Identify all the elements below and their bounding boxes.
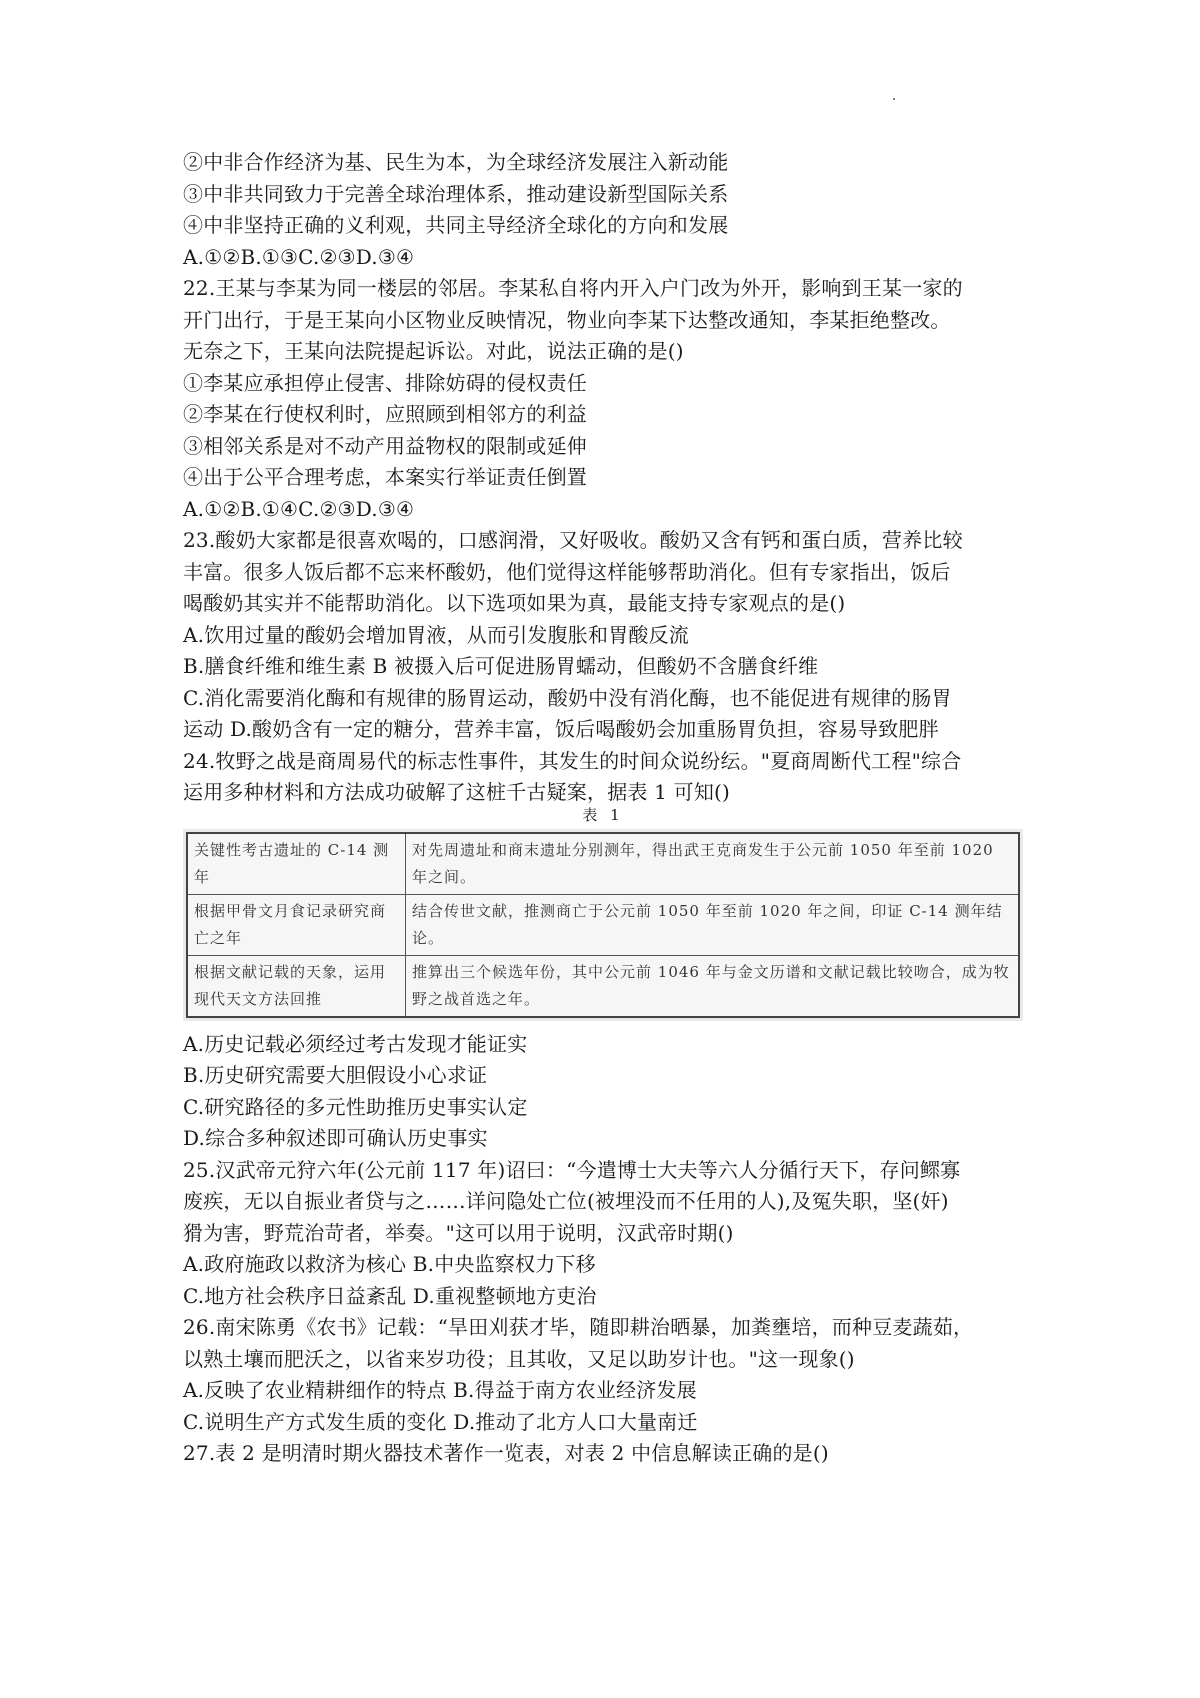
answer-option: A.历史记载必须经过考古发现才能证实: [183, 1031, 528, 1056]
answer-option: C.说明生产方式发生质的变化 D.推动了北方人口大量南迁: [183, 1409, 698, 1434]
table-1-image: [183, 829, 1023, 1021]
text-line: ①李某应承担停止侵害、排除妨碍的侵权责任: [183, 370, 587, 395]
answer-option: B.膳食纤维和维生素 B 被摄入后可促进肠胃蠕动，但酸奶不含膳食纤维: [183, 654, 819, 678]
table-caption: 表 1: [582, 805, 624, 824]
answer-option: C.研究路径的多元性助推历史事实认定: [183, 1094, 528, 1119]
table-cell-conclusion: 对先周遗址和商末遗址分别测年，得出武王克商发生于公元前 1050 年至前 1020 年之间。: [406, 833, 1020, 895]
answer-option: A.政府施政以救济为核心 B.中央监察权力下移: [183, 1252, 596, 1276]
text-line: 废疾，无以自振业者贷与之……详问隐处亡位(被埋没而不任用的人),及冤失职，坚(奸): [183, 1189, 949, 1213]
table-cell-method: 根据甲骨文月食记录研究商亡之年: [187, 894, 406, 955]
answer-options-q22: A.①②B.①④C.②③D.③④: [183, 496, 415, 521]
answer-option: A.反映了农业精耕细作的特点 B.得益于南方农业经济发展: [183, 1378, 697, 1402]
text-line: 无奈之下，王某向法院提起诉讼。对此，说法正确的是(): [183, 339, 684, 363]
answer-option: 运动 D.酸奶含有一定的糖分，营养丰富，饭后喝酸奶会加重肠胃负担，容易导致肥胖: [183, 717, 939, 741]
text-line: 运用多种材料和方法成功破解了这桩千古疑案，据表 1 可知(): [183, 780, 731, 804]
scan-speck: [893, 98, 895, 100]
answer-option: C.地方社会秩序日益紊乱 D.重视整顿地方吏治: [183, 1283, 597, 1308]
text-line: 以熟土壤而肥沃之，以省来岁功役；且其收，又足以助岁计也。"这一现象(): [183, 1346, 855, 1371]
text-block-before-table: [183, 147, 1023, 809]
table-row: [187, 955, 1019, 1017]
text-block-after-table: [183, 1029, 1023, 1470]
text-line: ③中非共同致力于完善全球治理体系，推动建设新型国际关系: [183, 181, 729, 206]
table-cell-conclusion: 推算出三个候选年份，其中公元前 1046 年与金文历谱和文献记载比较吻合，成为牧野之战首选之年。: [406, 955, 1020, 1017]
table-row: [187, 833, 1019, 895]
text-line: 猾为害，野荒治苛者，举奏。"这可以用于说明，汉武帝时期(): [183, 1220, 734, 1245]
answer-option: A.饮用过量的酸奶会增加胃液，从而引发腹胀和胃酸反流: [183, 622, 690, 647]
table-1: [186, 832, 1020, 1018]
text-line: 喝酸奶其实并不能帮助消化。以下选项如果为真，最能支持专家观点的是(): [183, 591, 846, 615]
question-26-stem: 26.南宋陈勇《农书》记载：“旱田刈获才毕，随即耕治晒暴，加粪壅培，而种豆麦蔬茹，: [183, 1315, 974, 1339]
text-line: ②李某在行使权利时，应照顾到相邻方的利益: [183, 402, 587, 426]
question-25-stem: 25.汉武帝元狩六年(公元前 117 年)诏曰：“今遣博士大夫等六人分循行天下，存问鳏寡: [183, 1157, 961, 1182]
question-text-body: [183, 147, 1023, 1470]
answer-options-q21: A.①②B.①③C.②③D.③④: [183, 244, 415, 269]
table-cell-method: 关键性考古遗址的 C-14 测年: [187, 833, 406, 895]
text-line: ④出于公平合理考虑，本案实行举证责任倒置: [183, 465, 587, 489]
text-line: ②中非合作经济为基、民生为本，为全球经济发展注入新动能: [183, 150, 729, 174]
question-27-stem: 27.表 2 是明清时期火器技术著作一览表，对表 2 中信息解读正确的是(): [183, 1441, 829, 1465]
answer-option: C.消化需要消化酶和有规律的肠胃运动，酸奶中没有消化酶，也不能促进有规律的肠胃: [183, 685, 952, 710]
text-line: ③相邻关系是对不动产用益物权的限制或延伸: [183, 433, 587, 458]
text-line: 开门出行，于是王某向小区物业反映情况，物业向李某下达整改通知，李某拒绝整改。: [183, 307, 951, 332]
text-line: ④中非坚持正确的义利观，共同主导经济全球化的方向和发展: [183, 213, 729, 237]
text-line: 丰富。很多人饭后都不忘来杯酸奶，他们觉得这样能够帮助消化。但有专家指出，饭后: [183, 559, 951, 584]
answer-option: B.历史研究需要大胆假设小心求证: [183, 1063, 488, 1087]
question-23-stem: 23.酸奶大家都是很喜欢喝的，口感润滑，又好吸收。酸奶又含有钙和蛋白质，营养比较: [183, 528, 963, 552]
question-24-stem: 24.牧野之战是商周易代的标志性事件，其发生的时间众说纷纭。"夏商周断代工程"综合: [183, 748, 962, 773]
answer-option: D.综合多种叙述即可确认历史事实: [183, 1126, 488, 1150]
table-cell-method: 根据文献记载的天象，运用现代天文方法回推: [187, 955, 406, 1017]
question-22-stem: 22.王某与李某为同一楼层的邻居。李某私自将内开入户门改为外开，影响到王某一家的: [183, 276, 963, 300]
table-row: [187, 894, 1019, 955]
table-cell-conclusion: 结合传世文献，推测商亡于公元前 1050 年至前 1020 年之间，印证 C-14 测年结论。: [406, 894, 1020, 955]
